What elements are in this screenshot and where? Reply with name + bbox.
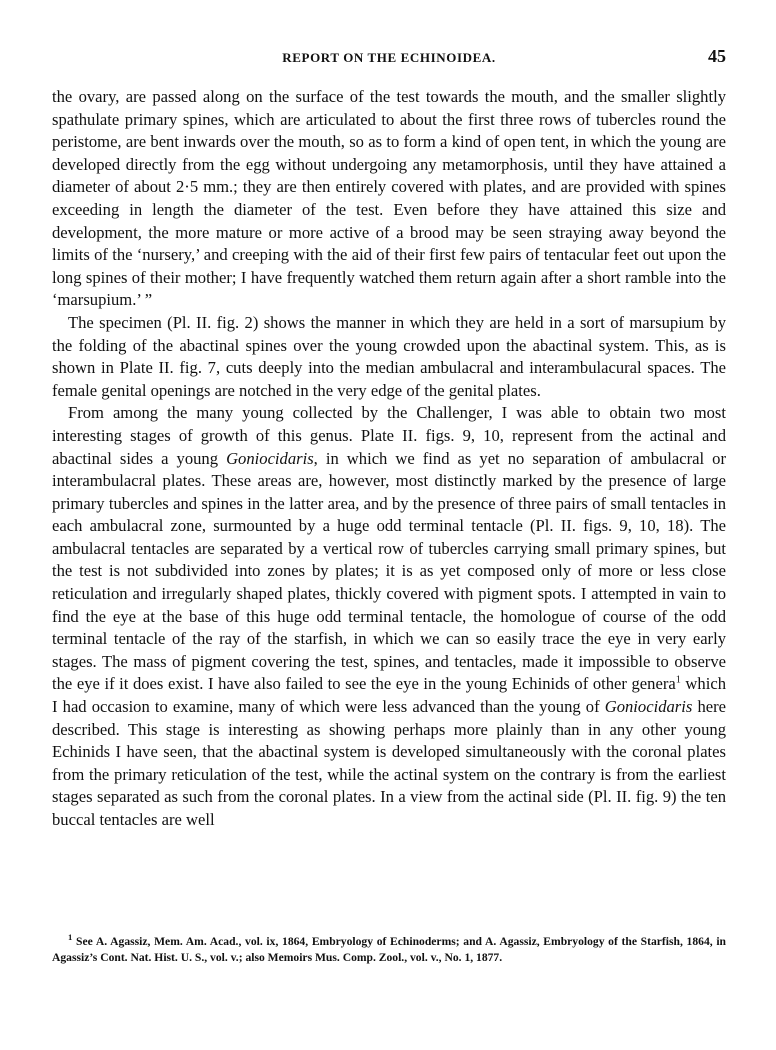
footnote-marker: 1 (68, 932, 73, 943)
paragraph-continuation (52, 86, 726, 312)
paragraph-text: the ovary, are passed along on the surface of the test towards the mouth, and the smaller slightly spathulate primary spines, which are articulated to about the first three rows of tubercles round the peristome, are bent inwards over the mouth, so as to form a kind of open tent, in which the young are developed directly from the egg without undergoing any metamorphosis, until they have attained a diameter of about 2·5 mm.; they are then entirely covered with plates, and are provided with spines exceeding in length the diameter of the test. Even before they have attained this size and development, the more mature or more active of a brood may be seen straying away beyond the limits of the ‘nursery,’ and creeping with the aid of their first few pairs of tentacular feet out upon the long spines of their mother; I have frequently watched them return again after a short ramble into the ‘marsupium.’ ” (52, 87, 726, 310)
paragraph-text-part: From among the many young collected by the Challenger, I was able to obtain two most interesting stages of growth of this genus. Plate II. figs. 9, 10, represent from the actinal and abactinal sides a young (52, 403, 726, 468)
paragraph-young-stages (52, 402, 726, 831)
paragraph-text-part: here described. This stage is interesting as showing perhaps more plainly than in any other young Echinids I have seen, that the abactinal system is developed simultaneously with the coronal plates from the primary reticulation of the test, while the actinal system on the contrary is from the earliest stages separated as such from the coronal plates. In a view from the actinal side (Pl. II. fig. 9) the ten buccal tentacles are well (52, 697, 726, 829)
paragraph-text: The specimen (Pl. II. fig. 2) shows the manner in which they are held in a sort of marsupium by the folding of the abactinal spines over the young crowded upon the abactinal system. This, as is shown in Plate II. fig. 7, cuts deeply into the median ambulacral and interambulacural spaces. The female genital openings are notched in the very edge of the genital plates. (52, 312, 726, 400)
paragraph-text-part: , in which we find as yet no separation of ambulacral or interambulacral plates. These areas are, however, most distinctly marked by the presence of large primary tubercles and spines in the latter area, and by the presence of three pairs of small tentacles in each ambulacral zone, surmounted by a huge odd terminal tentacle (Pl. II. figs. 9, 10, 18). The ambulacral tentacles are separated by a vertical row of tubercles carrying small primary spines, but the test is not subdivided into zones by plates; it is as yet composed only of more or less close reticulation and irregularly shaped plates, thickly covered with pigment spots. I attempted in vain to find the eye at the base of this huge odd terminal tentacle, the homologue of course of the odd terminal tentacle of the ray of the starfish, in which we can so easily trace the eye in very early stages. The mass of pigment covering the test, spines, and tentacles, made it impossible to observe the eye if it does exist. I have also failed to see the eye in the young Echinids of other genera (52, 448, 726, 694)
genus-name: Goniocidaris (604, 697, 693, 717)
footnote-text: See A. Agassiz, Mem. Am. Acad., vol. ix, 1864, Embryology of Echinoderms; and A. Agassiz, Embryology of the Starfish, 1864, in Agassiz’s Cont. Nat. Hist. U. S., vol. v.; also Memoirs Mus. Comp. Zool., vol. v., No. 1, 1877. (52, 935, 727, 964)
running-title: REPORT ON THE ECHINOIDEA. (282, 50, 496, 65)
footnote-reference[interactable]: 1 (675, 674, 681, 686)
paragraph-specimen (52, 312, 726, 402)
genus-name: Goniocidaris (226, 448, 314, 468)
running-header (52, 46, 726, 68)
paragraph-text-part: which I had occasion to examine, many of which were less advanced than the young of (52, 674, 726, 717)
body-text (52, 86, 726, 832)
footnote (52, 934, 726, 966)
page-number: 45 (708, 46, 726, 66)
